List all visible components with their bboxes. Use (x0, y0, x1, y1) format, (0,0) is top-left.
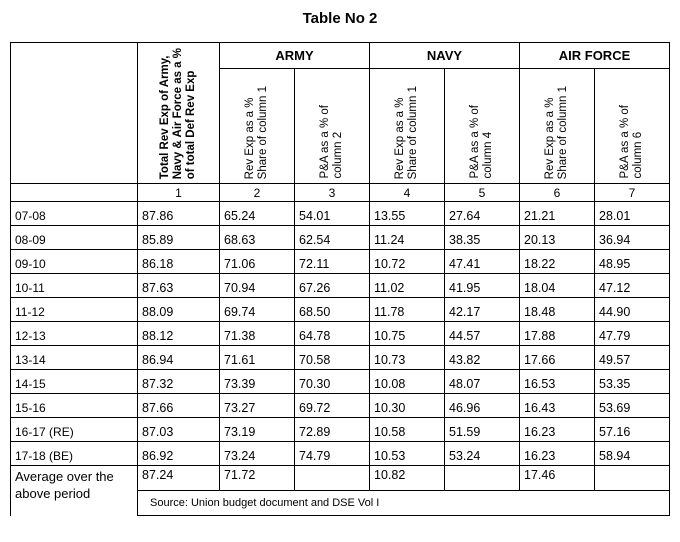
table-row (11, 346, 670, 370)
value-cell: 53.35 (595, 370, 670, 394)
value-cell: 87.66 (138, 394, 220, 418)
value-cell: 73.27 (220, 394, 295, 418)
average-cell (295, 466, 370, 491)
average-cell: 87.24 (138, 466, 220, 491)
value-cell: 46.96 (445, 394, 520, 418)
column-number: 3 (295, 184, 370, 202)
af-rev-header: Rev Exp as a % Share of column 1 (520, 69, 595, 184)
source-note: Source: Union budget document and DSE Vol I (138, 491, 670, 516)
army-pa-header: P&A as a % of column 2 (295, 69, 370, 184)
average-cell (595, 466, 670, 491)
value-cell: 62.54 (295, 226, 370, 250)
table-row (11, 250, 670, 274)
value-cell: 10.75 (370, 322, 445, 346)
value-cell: 67.26 (295, 274, 370, 298)
value-cell: 11.02 (370, 274, 445, 298)
army-rev-header: Rev Exp as a % Share of column 1 (220, 69, 295, 184)
value-cell: 69.74 (220, 298, 295, 322)
value-cell: 48.07 (445, 370, 520, 394)
value-cell: 72.11 (295, 250, 370, 274)
value-cell: 54.01 (295, 202, 370, 226)
value-cell: 41.95 (445, 274, 520, 298)
value-cell: 53.24 (445, 442, 520, 466)
value-cell: 85.89 (138, 226, 220, 250)
value-cell: 10.72 (370, 250, 445, 274)
value-cell: 10.30 (370, 394, 445, 418)
value-cell: 18.48 (520, 298, 595, 322)
value-cell: 42.17 (445, 298, 520, 322)
value-cell: 86.92 (138, 442, 220, 466)
value-cell: 71.38 (220, 322, 295, 346)
value-cell: 70.58 (295, 346, 370, 370)
value-cell: 13.55 (370, 202, 445, 226)
table-row (11, 274, 670, 298)
value-cell: 57.16 (595, 418, 670, 442)
year-cell: 12-13 (11, 322, 138, 346)
value-cell: 69.72 (295, 394, 370, 418)
value-cell: 51.59 (445, 418, 520, 442)
value-cell: 70.94 (220, 274, 295, 298)
value-cell: 87.32 (138, 370, 220, 394)
value-cell: 88.12 (138, 322, 220, 346)
average-cell: 10.82 (370, 466, 445, 491)
year-cell: 07-08 (11, 202, 138, 226)
value-cell: 47.12 (595, 274, 670, 298)
value-cell: 87.03 (138, 418, 220, 442)
table-row (11, 394, 670, 418)
value-cell: 86.18 (138, 250, 220, 274)
value-cell: 11.24 (370, 226, 445, 250)
navy-rev-header: Rev Exp as a % Share of column 1 (370, 69, 445, 184)
value-cell: 16.53 (520, 370, 595, 394)
value-cell: 17.88 (520, 322, 595, 346)
value-cell: 74.79 (295, 442, 370, 466)
value-cell: 87.86 (138, 202, 220, 226)
year-cell: 08-09 (11, 226, 138, 250)
value-cell: 73.39 (220, 370, 295, 394)
value-cell: 36.94 (595, 226, 670, 250)
value-cell: 47.41 (445, 250, 520, 274)
value-cell: 68.63 (220, 226, 295, 250)
table-row (11, 442, 670, 466)
value-cell: 73.24 (220, 442, 295, 466)
value-cell: 68.50 (295, 298, 370, 322)
value-cell: 70.30 (295, 370, 370, 394)
value-cell: 71.61 (220, 346, 295, 370)
year-cell: 16-17 (RE) (11, 418, 138, 442)
value-cell: 16.23 (520, 442, 595, 466)
value-cell: 16.23 (520, 418, 595, 442)
table-row (11, 298, 670, 322)
year-cell: 10-11 (11, 274, 138, 298)
column-number: 2 (220, 184, 295, 202)
navy-pa-header: P&A as a % of column 4 (445, 69, 520, 184)
year-cell: 11-12 (11, 298, 138, 322)
value-cell: 71.06 (220, 250, 295, 274)
value-cell: 64.78 (295, 322, 370, 346)
table-row (11, 202, 670, 226)
value-cell: 38.35 (445, 226, 520, 250)
value-cell: 28.01 (595, 202, 670, 226)
af-pa-header: P&A as a % of column 6 (595, 69, 670, 184)
value-cell: 88.09 (138, 298, 220, 322)
table-row (11, 418, 670, 442)
year-header (11, 43, 138, 184)
value-cell: 73.19 (220, 418, 295, 442)
value-cell: 10.58 (370, 418, 445, 442)
value-cell: 87.63 (138, 274, 220, 298)
column-number: 7 (595, 184, 670, 202)
navy-header: NAVY (370, 43, 520, 69)
column-number: 4 (370, 184, 445, 202)
table-row (11, 322, 670, 346)
average-row (11, 466, 670, 491)
value-cell: 53.69 (595, 394, 670, 418)
value-cell: 47.79 (595, 322, 670, 346)
year-cell: 17-18 (BE) (11, 442, 138, 466)
column-number: 1 (138, 184, 220, 202)
value-cell: 17.66 (520, 346, 595, 370)
average-cell (445, 466, 520, 491)
average-label: Average over the above period (11, 466, 138, 516)
defence-expenditure-table (10, 42, 670, 516)
year-cell: 13-14 (11, 346, 138, 370)
value-cell: 18.22 (520, 250, 595, 274)
value-cell: 58.94 (595, 442, 670, 466)
column-number: 5 (445, 184, 520, 202)
column-number: 6 (520, 184, 595, 202)
value-cell: 44.90 (595, 298, 670, 322)
value-cell: 21.21 (520, 202, 595, 226)
value-cell: 72.89 (295, 418, 370, 442)
value-cell: 10.08 (370, 370, 445, 394)
value-cell: 10.73 (370, 346, 445, 370)
value-cell: 18.04 (520, 274, 595, 298)
year-cell: 15-16 (11, 394, 138, 418)
value-cell: 27.64 (445, 202, 520, 226)
year-cell: 14-15 (11, 370, 138, 394)
table-title: Table No 2 (302, 10, 378, 27)
value-cell: 49.57 (595, 346, 670, 370)
table-row (11, 226, 670, 250)
year-cell: 09-10 (11, 250, 138, 274)
average-cell: 17.46 (520, 466, 595, 491)
air-force-header: AIR FORCE (520, 43, 670, 69)
value-cell: 48.95 (595, 250, 670, 274)
value-cell: 44.57 (445, 322, 520, 346)
value-cell: 65.24 (220, 202, 295, 226)
value-cell: 16.43 (520, 394, 595, 418)
value-cell: 43.82 (445, 346, 520, 370)
value-cell: 10.53 (370, 442, 445, 466)
value-cell: 11.78 (370, 298, 445, 322)
value-cell: 86.94 (138, 346, 220, 370)
average-cell: 71.72 (220, 466, 295, 491)
value-cell: 20.13 (520, 226, 595, 250)
col1-header: Total Rev Exp of Army, Navy & Air Force as a % of total Def Rev Exp (138, 43, 220, 184)
army-header: ARMY (220, 43, 370, 69)
column-number-row (11, 184, 670, 202)
table-row (11, 370, 670, 394)
